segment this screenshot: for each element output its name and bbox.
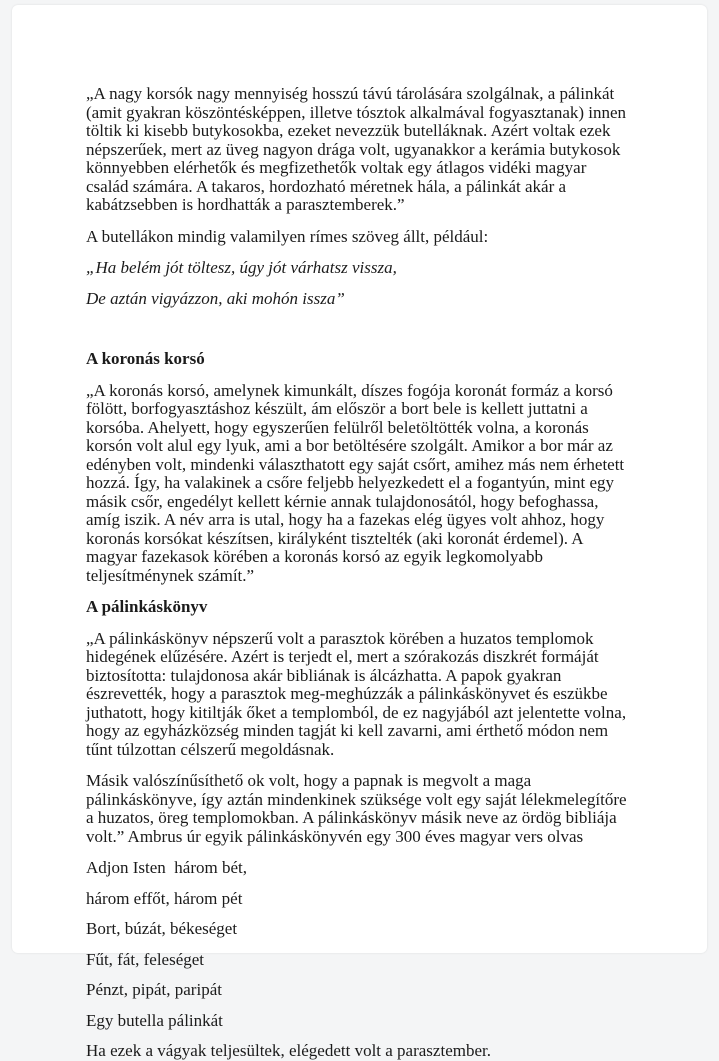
document-body [86, 85, 633, 1061]
verse-line-2: De aztán vigyázzon, aki mohón issza” [86, 288, 345, 308]
poem-line-2: három effőt, három pét [86, 888, 243, 908]
poem-line-5: Pénzt, pipát, paripát [86, 980, 222, 999]
paragraph-rhyme-intro: A butellákon mindig valamilyen rímes szöveg állt, például: [86, 226, 489, 246]
paragraph-palinka-book-2: Másik valószínűsíthető ok volt, hogy a papnak is megvolt a maga pálinkáskönyve, így aztán mindenkinek szüksége volt egy saját lélekmelegítőre a huzatos, öreg templomokban. A pálinkáskönyv másik neve az ördög bibliája volt.” Ambrus úr egyik pálinkáskönyvén egy 300 éves magyar vers olvas [86, 771, 627, 846]
poem-line-4: Fűt, fát, feleséget [86, 949, 205, 969]
poem-line-3: Bort, búzát, békeséget [86, 919, 238, 938]
paragraph-palinka-book-1: „A pálinkáskönyv népszerű volt a parasztok körében a huzatos templomok hidegének elűzésére. Azért is terjedt el, mert a szórakozás diszkrét formáját biztosította: tulajdonosa akár bibliának is álcázhatta. A papok gyakran észrevették, hogy a parasztok meg-meghúzzák a pálinkáskönyvet és eszükbe juthatott, hogy kitiltják őket a templomból, de ez nagyjából azt jelentette volna, hogy az egyházközség minden tagját ki kell zavarni, ami érthető módon nem tűnt túlzottan célszerű megoldásnak. [86, 628, 627, 759]
poem-line-6: Egy butella pálinkát [86, 1010, 223, 1030]
heading-palinka-book: A pálinkáskönyv [86, 597, 208, 616]
document-page [12, 5, 707, 1060]
paragraph-crowned-jug: „A koronás korsó, amelynek kimunkált, díszes fogója koronát formáz a korsó fölött, borfogyasztáshoz készült, ám először a bort bele is kellett juttatni a korsóba. Ahelyett, hogy egyszerűen felülről beletöltötték volna, a koronás korsón volt alul egy lyuk, ami a bor betöltésére szolgált. Amikor a bor már az edényben volt, mindenki választhatott egy saját csőrt, amihez más nem érhetett hozzá. Így, ha valakinek a csőre feljebb helyezkedett el a fogantyún, mint egy másik csőr, engedélyt kellett kérnie annak tulajdonosától, hogy befoghassa, amíg iszik. A név arra is utal, hogy ha a fazekas elég ügyes volt ahhoz, hogy koronás korsókat készítsen, királyként tisztelték (aki koronát érdemel). A magyar fazekasok körében a koronás korsó az egyik legkomolyabb teljesítménynek számít.” [86, 380, 625, 585]
poem-block [86, 859, 633, 1030]
paragraph-bottles: „A nagy korsók nagy mennyiség hosszú távú tárolására szolgálnak, a pálinkát (amit gyakran köszöntésképpen, illetve tósztok alkalmával fogyasztanak) innen töltik ki kisebb butykosokba, ezeket nevezzük butelláknak. Azért voltak ezek népszerűek, mert az üveg nagyon drága volt, ugyanakkor a kerámia butykosok könnyebben elérhetők és megfizethetők voltak egy átlagos vidéki magyar család számára. A takaros, hordozható méretnek hála, a pálinkát akár a kabátzsebben is hordhatták a parasztemberek.” [86, 84, 627, 214]
closing-sentence: Ha ezek a vágyak teljesültek, elégedett volt a parasztember. [86, 1041, 491, 1060]
heading-crowned-jug: A koronás korsó [86, 349, 205, 368]
poem-line-1: Adjon Isten három bét, [86, 858, 247, 877]
verse-line-1: „Ha belém jót töltesz, úgy jót várhatsz vissza, [86, 258, 397, 277]
